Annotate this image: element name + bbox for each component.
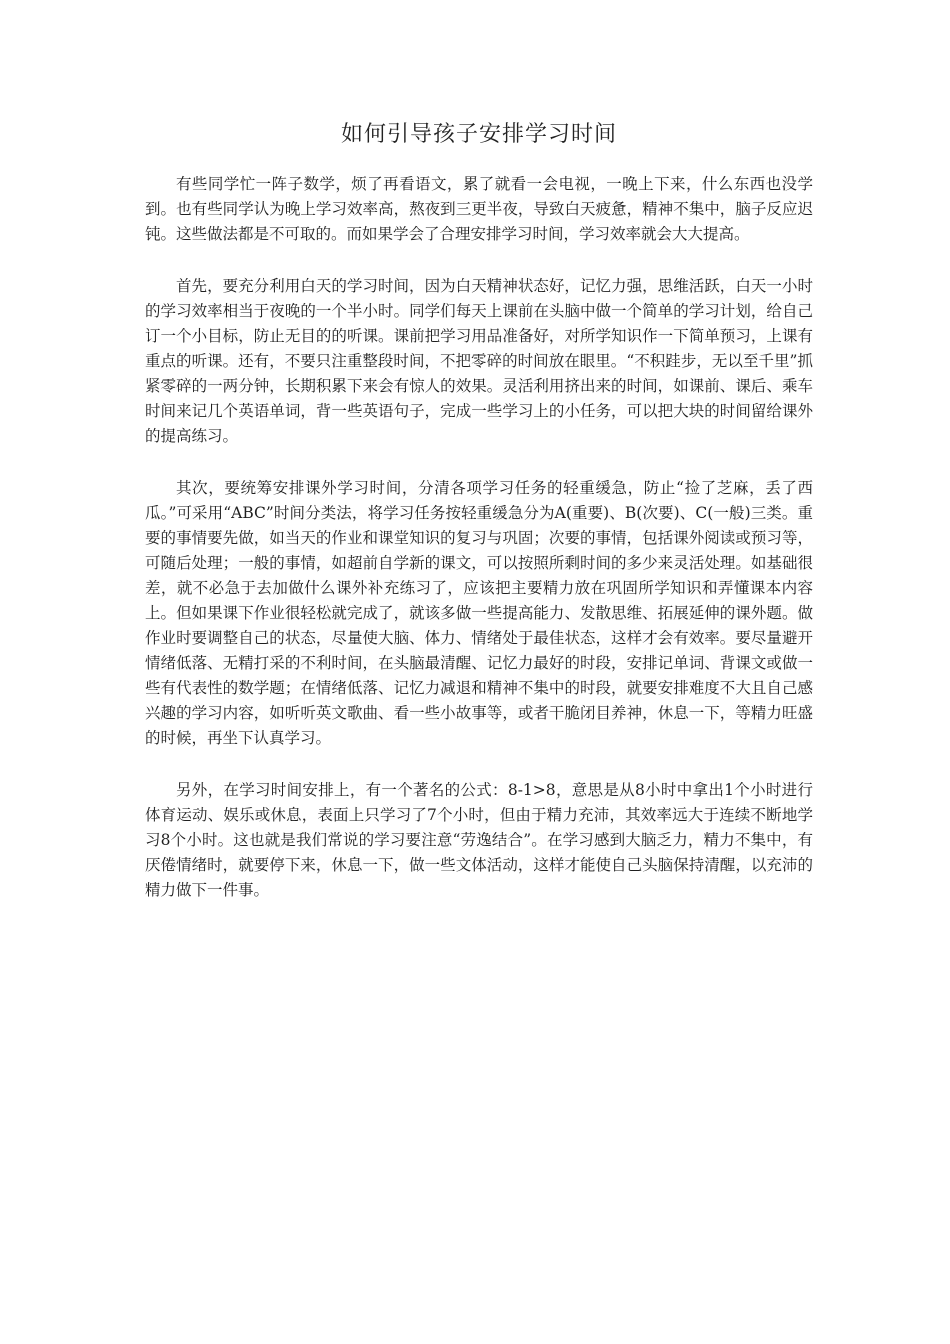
paragraph-rest-formula: 另外，在学习时间安排上，有一个著名的公式：8-1>8，意思是从8小时中拿出1个小时进行体育运动、娱乐或休息，表面上只学习了7个小时，但由于精力充沛，其效率远大于连续不断地学习8个小时。这也就是我们常说的学习要注意“劳逸结合”。在学习感到大脑乏力，精力不集中，有厌倦情绪时，就要停下来，休息一下，做一些文体活动，这样才能使自己头脑保持清醒，以充沛的精力做下一件事。 bbox=[145, 781, 813, 899]
paragraph-after-school-planning: 其次，要统筹安排课外学习时间，分清各项学习任务的轻重缓急，防止“捡了芝麻，丢了西瓜。”可采用“ABC”时间分类法，将学习任务按轻重缓急分为A(重要)、B(次要)、C(一般)三类。重要的事情要先做，如当天的作业和课堂知识的复习与巩固；次要的事情，包括课外阅读或预习等，可随后处理；一般的事情，如超前自学新的课文，可以按照所剩时间的多少来灵活处理。如基础很差，就不必急于去加做什么课外补充练习了，应该把主要精力放在巩固所学知识和弄懂课本内容上。但如果课下作业很轻松就完成了，就该多做一些提高能力、发散思维、拓展延伸的课外题。做作业时要调整自己的状态，尽量使大脑、体力、情绪处于最佳状态，这样才会有效率。要尽量避开情绪低落、无精打采的不利时间，在头脑最清醒、记忆力最好的时段，安排记单词、背课文或做一些有代表性的数学题；在情绪低落、记忆力减退和精神不集中的时段，就要安排难度不大且自己感兴趣的学习内容，如听听英文歌曲、看一些小故事等，或者干脆闭目养神，休息一下，等精力旺盛的时候，再坐下认真学习。 bbox=[145, 479, 813, 747]
document-body bbox=[145, 118, 813, 930]
paragraph-daytime-study: 首先，要充分利用白天的学习时间，因为白天精神状态好，记忆力强，思维活跃，白天一小时的学习效率相当于夜晚的一个半小时。同学们每天上课前在头脑中做一个简单的学习计划，给自己订一个小目标，防止无目的的听课。课前把学习用品准备好，对所学知识作一下简单预习，上课有重点的听课。还有，不要只注重整段时间，不把零碎的时间放在眼里。“不积跬步，无以至千里”抓紧零碎的一两分钟，长期积累下来会有惊人的效果。灵活利用挤出来的时间，如课前、课后、乘车时间来记几个英语单词，背一些英语句子，完成一些学习上的小任务，可以把大块的时间留给课外的提高练习。 bbox=[145, 277, 813, 445]
paragraph-intro: 有些同学忙一阵子数学，烦了再看语文，累了就看一会电视，一晚上下来，什么东西也没学到。也有些同学认为晚上学习效率高，熬夜到三更半夜，导致白天疲惫，精神不集中，脑子反应迟钝。这些做法都是不可取的。而如果学会了合理安排学习时间，学习效率就会大大提高。 bbox=[145, 175, 813, 243]
document-title: 如何引导孩子安排学习时间 bbox=[340, 122, 617, 147]
